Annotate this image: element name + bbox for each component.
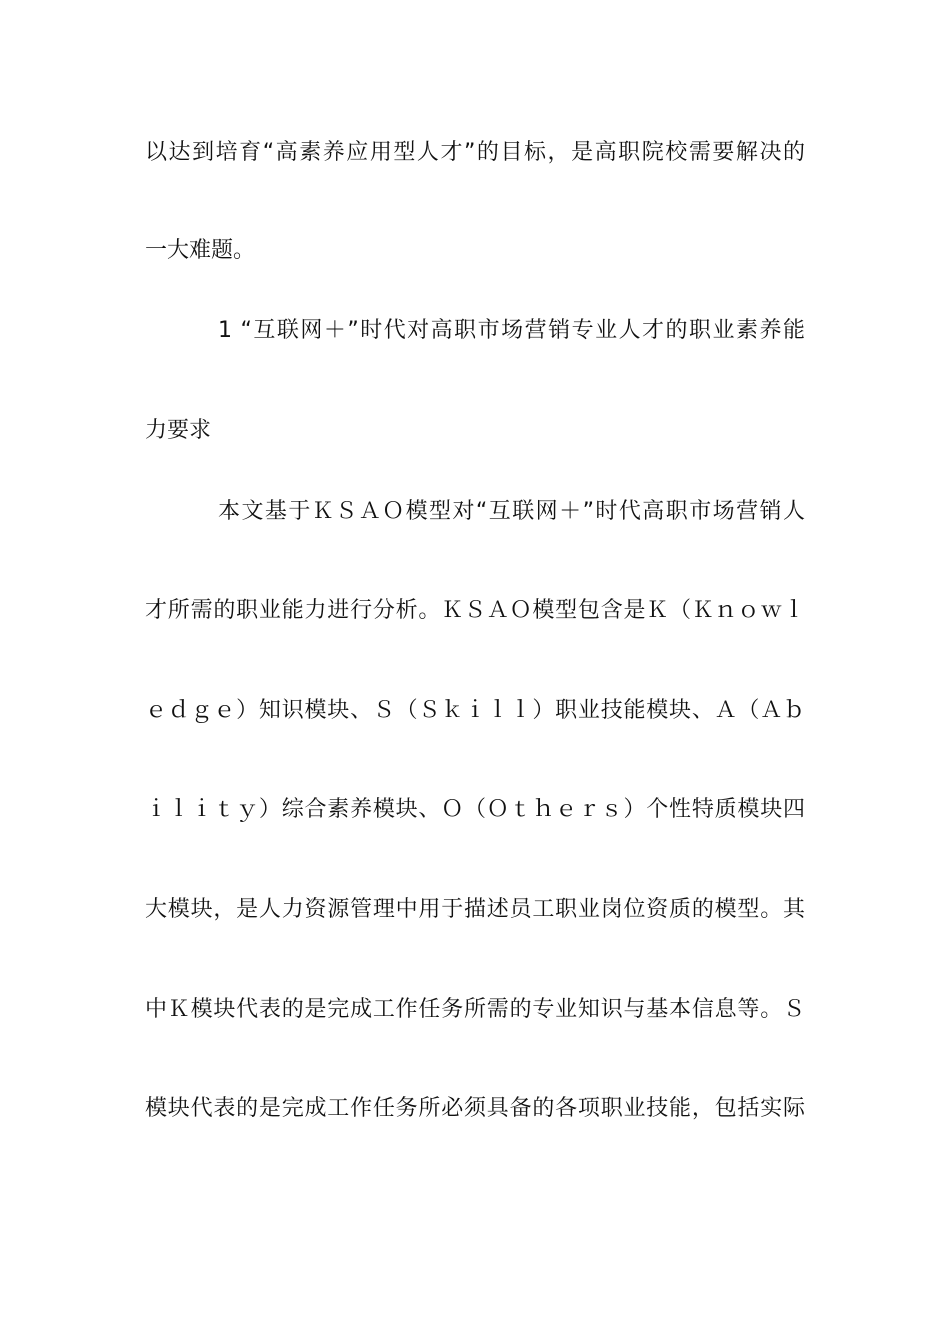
text-line: ｉｌｉｔｙ）综合素养模块、Ｏ（Ｏｔｈｅｒｓ）个性特质模块四 (145, 797, 805, 822)
paragraph-first-line: 本文基于ＫＳＡＯ模型对“互联网＋”时代高职市场营销人 (218, 499, 805, 524)
text-line: 大模块，是人力资源管理中用于描述员工职业岗位资质的模型。其 (145, 897, 805, 922)
text-line: 一大难题。 (145, 238, 256, 263)
section-heading: 1 “互联网＋”时代对高职市场营销专业人才的职业素养能 (218, 318, 805, 343)
text-line: ｅｄｇｅ）知识模块、Ｓ（Ｓｋｉｌｌ）职业技能模块、Ａ（Ａｂ (145, 698, 805, 723)
text-line: 以达到培育“高素养应用型人才”的目标，是高职院校需要解决的 (145, 140, 805, 165)
text-line: 模块代表的是完成工作任务所必须具备的各项职业技能，包括实际 (145, 1096, 805, 1121)
text-line: 才所需的职业能力进行分析。ＫＳＡＯ模型包含是Ｋ（Ｋｎｏｗｌ (145, 598, 805, 623)
section-heading-continuation: 力要求 (145, 418, 212, 443)
text-line: 中Ｋ模块代表的是完成工作任务所需的专业知识与基本信息等。Ｓ (145, 997, 805, 1022)
